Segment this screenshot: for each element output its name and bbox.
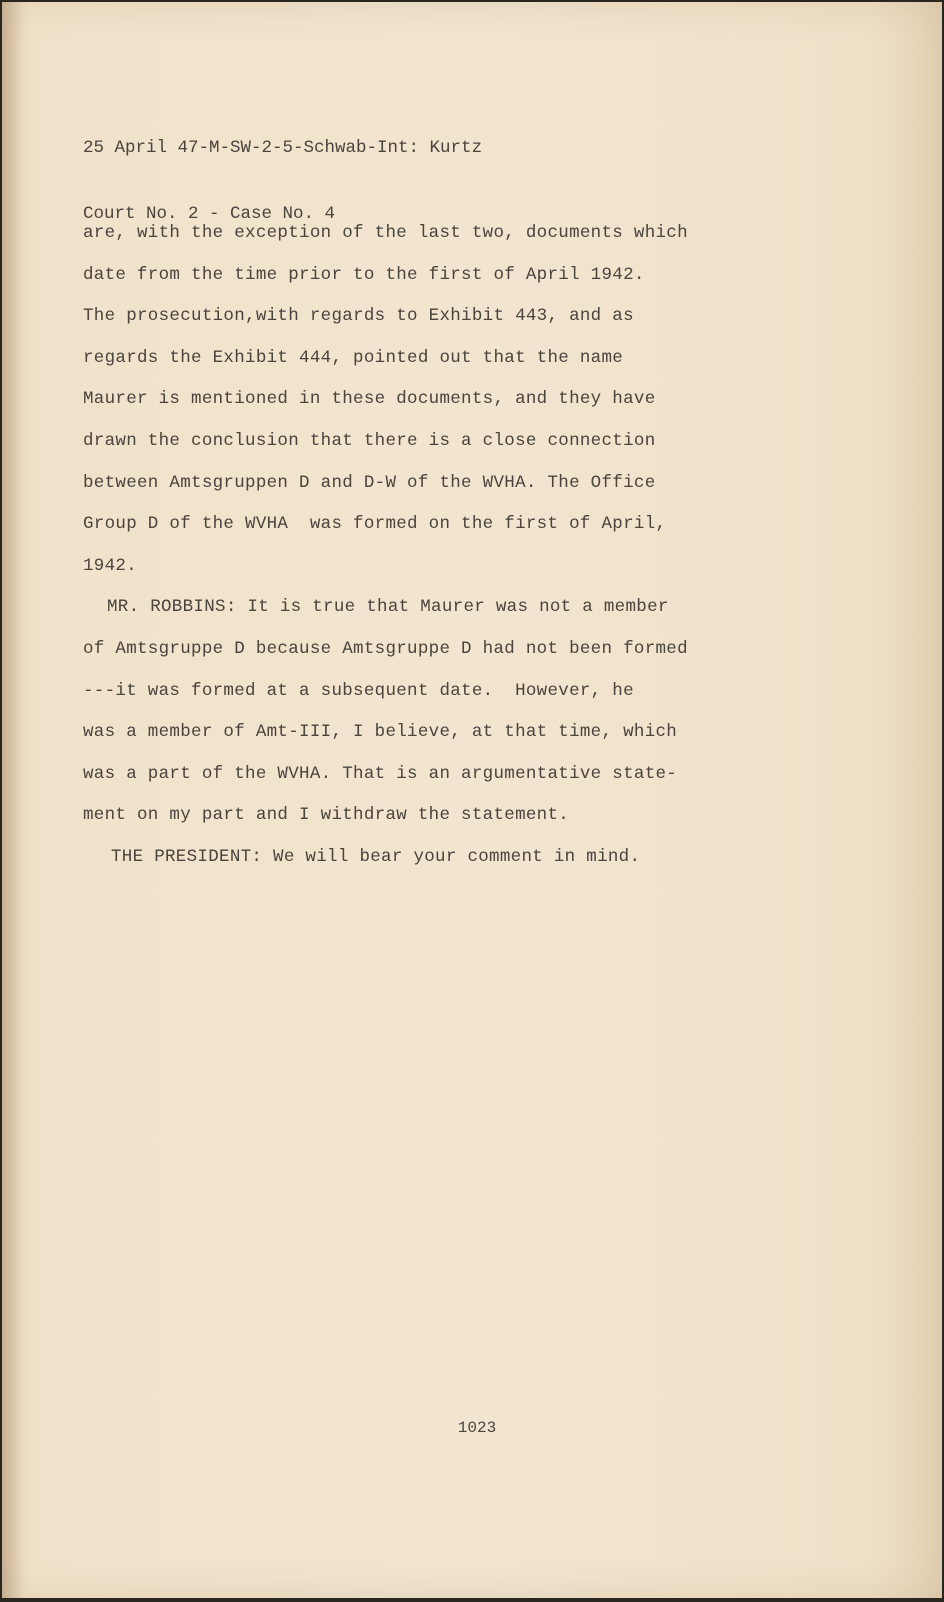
transcript-body (83, 213, 803, 879)
body-line: was a member of Amt-III, I believe, at that time, which (83, 722, 678, 743)
body-line: ---it was formed at a subsequent date. However, he (83, 680, 634, 701)
speaker-line-president: THE PRESIDENT: We will bear your comment in mind. (111, 846, 641, 867)
document-page (2, 2, 942, 1598)
body-line: of Amtsgruppe D because Amtsgruppe D had not been formed (83, 638, 688, 659)
speaker-line-robbins: MR. ROBBINS: It is true that Maurer was not a member (107, 597, 669, 618)
body-line: Maurer is mentioned in these documents, and they have (83, 389, 656, 410)
body-line: are, with the exception of the last two, documents which (83, 223, 688, 243)
page-edge-shadow (2, 2, 24, 1598)
body-line: Group D of the WVHA was formed on the first of April, (83, 514, 667, 535)
body-line: regards the Exhibit 444, pointed out that the name (83, 347, 624, 368)
body-line: The prosecution,with regards to Exhibit 443, and as (83, 306, 634, 327)
header-line-2: Court No. 2 - Case No. 4 (83, 204, 336, 224)
body-line: ment on my part and I withdraw the statement. (83, 805, 570, 826)
page-number: 1023 (457, 1419, 497, 1437)
body-line: date from the time prior to the first of April 1942. (83, 264, 645, 285)
header-line-1: 25 April 47-M-SW-2-5-Schwab-Int: Kurtz (83, 138, 483, 158)
body-line: between Amtsgruppen D and D-W of the WVHA. The Office (83, 472, 656, 493)
body-line: was a part of the WVHA. That is an argumentative state- (83, 763, 678, 784)
body-line: 1942. (83, 555, 138, 576)
body-line: drawn the conclusion that there is a close connection (83, 430, 656, 451)
